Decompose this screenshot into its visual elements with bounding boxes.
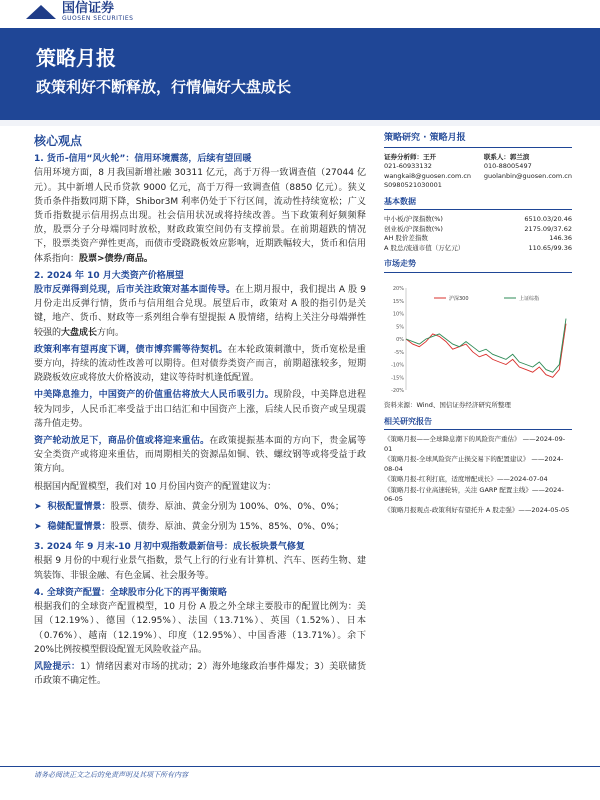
series-line-0 [406, 323, 566, 377]
section-2-p1: 股市反弹得到兑现，后市关注政策对基本面传导。在上期月报中，我们提出 A 股 9 月份走出反弹行情，货币与信用组合兑现。展望后市，政策对 A 股的指引仍是关键，地产、货币、财政等一系列组合拳有望提振 A 股情绪，结构上关注分母端弹性较强的大盘成长方向。 [34, 285, 366, 338]
banner-band [0, 120, 600, 126]
y-tick-label: 15% [392, 298, 404, 305]
section-4-title: 4. 全球资产配置：全球股市分化下的再平衡策略 [34, 587, 227, 598]
disclaimer: 请务必阅读正文之后的免责声明及其项下所有内容 [34, 771, 188, 779]
legend-label: 上证综指 [519, 295, 540, 302]
arrow-right-icon: ➤ [34, 522, 42, 533]
analyst-2: 联系人：郭兰滨 010-88005497 guolanbin@guosen.com.cn [483, 152, 572, 180]
divider [384, 147, 572, 148]
y-tick-label: -10% [391, 362, 404, 368]
core-views-heading: 核心观点 [34, 134, 83, 148]
sidebar [384, 134, 572, 516]
basic-row: 中小板/沪深指数(%) 6510.03/20.46 [384, 215, 572, 223]
section-1-title: 1. 货币-信用“风火轮”：信用环境震荡，后续有望回暖 [34, 154, 252, 165]
report-link[interactable]: 《策略月报——全球降息潮下的风险资产重估》 ——2024-09-01 [384, 435, 566, 453]
report-link[interactable]: 《策略月报-全球风险资产止损交易下的配置建议》 ——2024-08-04 [384, 455, 564, 473]
y-tick-label: -5% [394, 349, 404, 356]
basic-data-title: 基本数据 [384, 196, 416, 206]
section-2-p5: 根据国内配置模型，我们对 10 月份国内资产的配置建议为： [34, 481, 277, 492]
core-views [34, 134, 366, 691]
logo-mark-icon [26, 5, 56, 19]
alloc-aggressive: ➤ 积极配置情景：股票、债券、原油、黄金分别为 100%、0%、0%、0%； [34, 500, 366, 514]
y-tick-label: -20% [391, 387, 404, 394]
alloc-steady: ➤ 稳健配置情景：股票、债券、原油、黄金分别为 15%、85%、0%、0%； [34, 520, 366, 534]
footer-line [0, 766, 600, 767]
report-link[interactable]: 《策略月报-红利打底，适度增配成长》——2024-07-04 [384, 475, 548, 483]
sidebar-header: 策略研究 · 策略月报 [384, 133, 466, 143]
related-reports [384, 435, 572, 515]
report-type: 策略月报 [36, 46, 116, 70]
section-1-body: 信用环境方面，8 月我国新增社融 30311 亿元，高于万得一致调查值（27044 亿元）。其中新增人民币贷款 9000 亿元，高于万得一致调查值（8850 亿元）。狭义货币条件指数同期下降，Shibor3M 利率仍处于下行区间，流动性持续宽松；广义货币指数提示信用拐点出现。社会信用状况或将持续改善。当下政策利好频频释放，股票分子分母端同时放松，财政政策空间仍有支撑前景。在前期超跌的情况下，股票类资产弹性更高，而债市受跷跷板效应影响，近期跌幅较大，货币和信用体系指向：股票>债券/商品。 [34, 168, 366, 264]
basic-data-table [384, 215, 572, 253]
basic-row: AH 股价差指数 146.36 [384, 234, 572, 242]
basic-row: 创业板/沪深指数(%) 2175.09/37.62 [384, 224, 572, 233]
report-link[interactable]: 《策略月报-行业高速轮转，关注 GARP 配置主线》——2024-06-05 [384, 485, 564, 503]
section-2-p2: 政策利率有望再度下调，债市博弈需等待契机。在本轮政策刺激中，货币宽松是重要方向，持续的流动性改善可以期待。但对债券类资产而言，前期超涨较多，短期跷跷板效应或将放大价格波动，建议等待时机逢低配置。 [34, 344, 366, 384]
divider [384, 429, 572, 430]
logo-en: GUOSEN SECURITIES [62, 15, 134, 22]
market-trend-chart [384, 278, 572, 398]
y-tick-label: 5% [396, 323, 404, 330]
section-2-title: 2. 2024 年 10 月大类资产价格展望 [34, 270, 184, 281]
section-3-title: 3. 2024 年 9 月末-10 月初中观指数最新信号：成长板块景气修复 [34, 542, 305, 553]
divider [384, 209, 572, 210]
section-3-body: 根据 9 月份的中观行业景气指数，景气上行的行业有计算机、汽车、医药生物、建筑装饰、非银金融、有色金属、社会服务等。 [34, 556, 366, 581]
title-banner [0, 28, 600, 120]
brand-logo [26, 2, 133, 22]
section-4-body: 根据我们的全球资产配置模型，10 月份 A 股之外全球主要股市的配置比例为：美国（12.19%）、德国（12.95%）、法国（13.71%）、英国（1.52%）、日本（0.76%）、越南（12.19%）、印度（12.95%）、中国香港（13.71%）。余下 20%比例按模型假设配置无风险收益产品。 [34, 602, 366, 655]
y-tick-label: 20% [392, 285, 404, 292]
basic-row: A 股总/流通市值（万亿元） 110.65/99.36 [384, 243, 572, 252]
report-title: 政策利好不断释放，行情偏好大盘成长 [36, 78, 292, 96]
section-2-p3: 中美降息推力，中国资产的价值重估将放大人民币吸引力。现阶段，中美降息进程较为同步，人民币汇率受益于出口结汇和中国资产上涨，后续人民币资产或呈现震荡升值走势。 [34, 390, 366, 429]
legend-label: 沪深300 [449, 295, 469, 302]
logo-cn: 国信证券 [62, 1, 115, 16]
series-line-1 [406, 318, 566, 372]
chart-source: 资料来源：Wind、国信证券经济研究所整理 [384, 401, 511, 409]
analyst-block [384, 153, 572, 191]
risk-warning: 风险提示：1）情绪因素对市场的扰动；2）海外地缘政治事件爆发；3）美联储货币政策不确定性。 [34, 661, 366, 687]
arrow-right-icon: ➤ [34, 501, 42, 512]
analyst-1: 证券分析师：王开 021-60933132 wangkai8@guosen.com.cn S0980521030001 [384, 152, 472, 189]
related-reports-title: 相关研究报告 [384, 416, 432, 426]
report-link[interactable]: 《策略月报观点-政策利好有望托升 A 股走强》——2024-05-05 [384, 505, 570, 514]
y-tick-label: -15% [391, 374, 404, 381]
section-2-p4: 资产轮动放足下，商品价值或将迎来重估。在政策提振基本面的方向下，贵金属等安全类资产或将迎来重估，而周期相关的资源品如铜、铁、螺纹钢等或将受益于政策方向。 [34, 436, 366, 475]
y-tick-label: 10% [392, 311, 404, 317]
divider [384, 272, 572, 273]
y-tick-label: 0% [396, 336, 404, 343]
market-chart-title: 市场走势 [384, 259, 416, 268]
